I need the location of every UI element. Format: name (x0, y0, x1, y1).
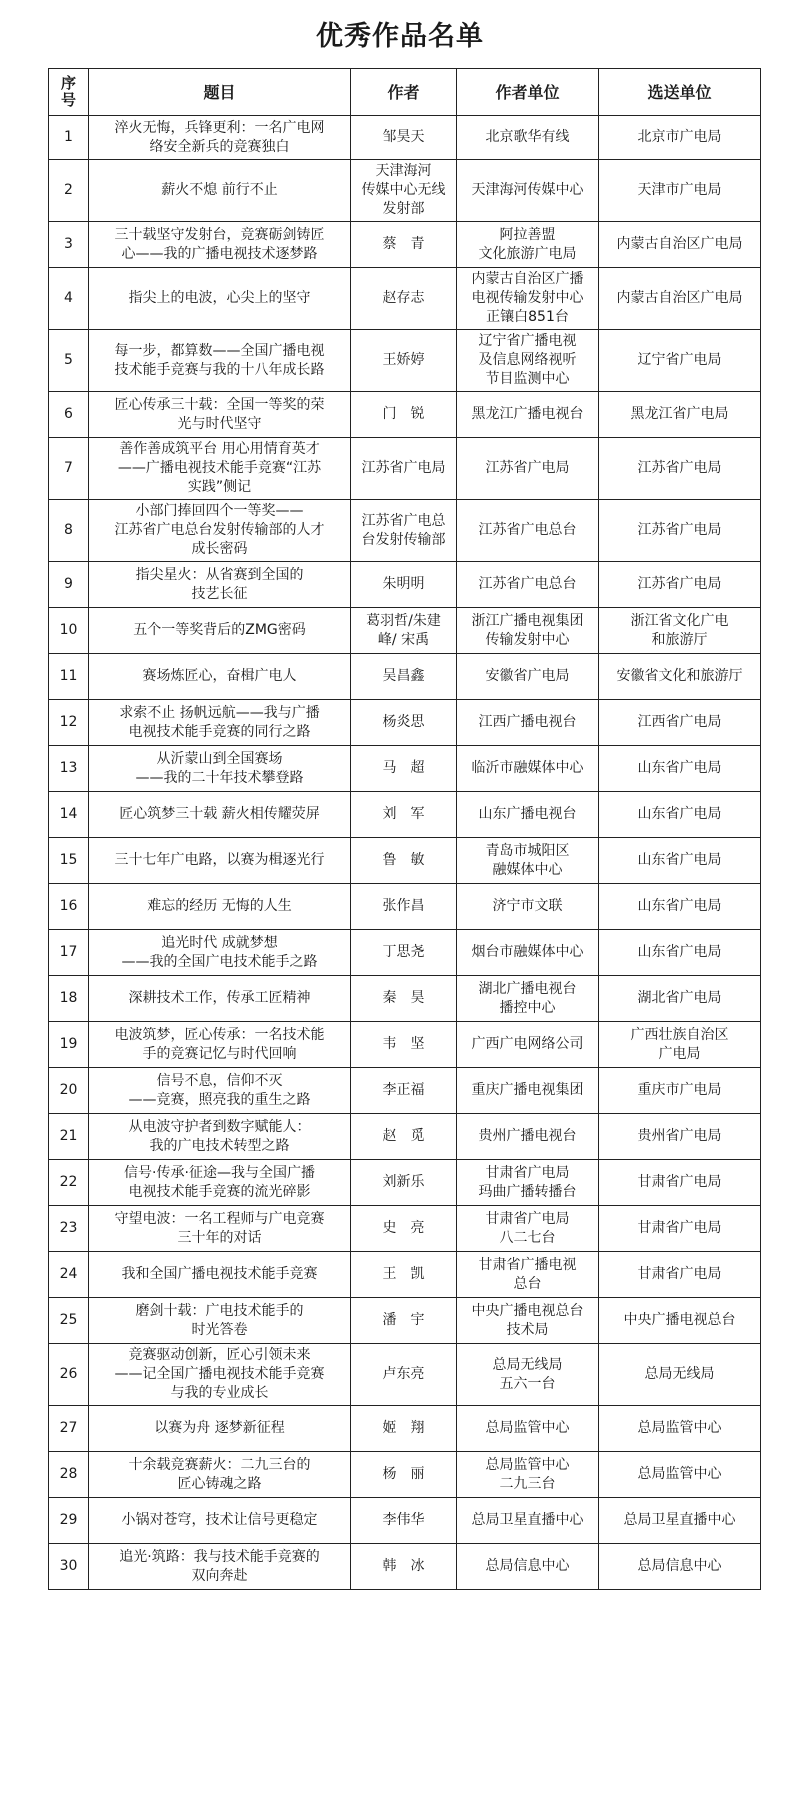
row-unit: 甘肃省广播电视 总台 (457, 1252, 599, 1298)
row-title: 小锅对苍穹，技术让信号更稳定 (89, 1498, 351, 1544)
row-unit: 烟台市融媒体中心 (457, 930, 599, 976)
row-sender: 山东省广电局 (599, 930, 761, 976)
row-title: 三十载坚守发射台，竞赛砺剑铸匠 心——我的广播电视技术逐梦路 (89, 222, 351, 268)
row-title: 善作善成筑平台 用心用情育英才 ——广播电视技术能手竞赛“江苏 实践”侧记 (89, 438, 351, 500)
row-author: 李伟华 (351, 1498, 457, 1544)
table-row (49, 160, 761, 222)
row-author: 朱明明 (351, 562, 457, 608)
row-title: 淬火无悔，兵锋更利：一名广电网 络安全新兵的竞赛独白 (89, 116, 351, 160)
row-unit: 江西广播电视台 (457, 700, 599, 746)
row-author: 刘新乐 (351, 1160, 457, 1206)
row-number: 14 (49, 792, 89, 838)
row-number: 9 (49, 562, 89, 608)
table-row (49, 1544, 761, 1590)
row-sender: 天津市广电局 (599, 160, 761, 222)
header-seq: 序 号 (49, 69, 89, 116)
row-title: 十余载竞赛薪火：二九三台的 匠心铸魂之路 (89, 1452, 351, 1498)
row-title: 匠心传承三十载：全国一等奖的荣 光与时代坚守 (89, 392, 351, 438)
row-author: 马 超 (351, 746, 457, 792)
table-row (49, 608, 761, 654)
row-number: 19 (49, 1022, 89, 1068)
row-author: 吴昌鑫 (351, 654, 457, 700)
row-unit: 中央广播电视总台 技术局 (457, 1298, 599, 1344)
row-author: 丁思尧 (351, 930, 457, 976)
row-title: 竞赛驱动创新，匠心引领未来 ——记全国广播电视技术能手竞赛 与我的专业成长 (89, 1344, 351, 1406)
row-number: 17 (49, 930, 89, 976)
row-number: 25 (49, 1298, 89, 1344)
row-unit: 北京歌华有线 (457, 116, 599, 160)
row-number: 3 (49, 222, 89, 268)
row-unit: 临沂市融媒体中心 (457, 746, 599, 792)
row-sender: 浙江省文化广电 和旅游厅 (599, 608, 761, 654)
row-unit: 辽宁省广播电视 及信息网络视听 节目监测中心 (457, 330, 599, 392)
table-row (49, 1114, 761, 1160)
works-table (48, 68, 761, 1590)
row-number: 1 (49, 116, 89, 160)
row-unit: 济宁市文联 (457, 884, 599, 930)
table-row (49, 330, 761, 392)
row-sender: 山东省广电局 (599, 838, 761, 884)
row-author: 杨 丽 (351, 1452, 457, 1498)
table-row (49, 1298, 761, 1344)
table-row (49, 222, 761, 268)
row-unit: 天津海河传媒中心 (457, 160, 599, 222)
row-number: 24 (49, 1252, 89, 1298)
row-title: 求索不止 扬帆远航——我与广播 电视技术能手竞赛的同行之路 (89, 700, 351, 746)
row-unit: 贵州广播电视台 (457, 1114, 599, 1160)
row-sender: 北京市广电局 (599, 116, 761, 160)
row-title: 从电波守护者到数字赋能人： 我的广电技术转型之路 (89, 1114, 351, 1160)
row-unit: 重庆广播电视集团 (457, 1068, 599, 1114)
row-sender: 辽宁省广电局 (599, 330, 761, 392)
row-author: 天津海河 传媒中心无线 发射部 (351, 160, 457, 222)
row-title: 追光·筑路：我与技术能手竞赛的 双向奔赴 (89, 1544, 351, 1590)
table-row (49, 116, 761, 160)
row-title: 磨剑十载：广电技术能手的 时光答卷 (89, 1298, 351, 1344)
row-unit: 总局监管中心 二九三台 (457, 1452, 599, 1498)
row-number: 21 (49, 1114, 89, 1160)
row-unit: 甘肃省广电局 玛曲广播转播台 (457, 1160, 599, 1206)
row-title: 以赛为舟 逐梦新征程 (89, 1406, 351, 1452)
header-topic: 题目 (89, 69, 351, 116)
row-sender: 黑龙江省广电局 (599, 392, 761, 438)
row-title: 追光时代 成就梦想 ——我的全国广电技术能手之路 (89, 930, 351, 976)
table-row (49, 1068, 761, 1114)
row-title: 小部门捧回四个一等奖—— 江苏省广电总台发射传输部的人才 成长密码 (89, 500, 351, 562)
row-unit: 黑龙江广播电视台 (457, 392, 599, 438)
row-author: 江苏省广电总 台发射传输部 (351, 500, 457, 562)
row-author: 赵 觅 (351, 1114, 457, 1160)
row-unit: 总局卫星直播中心 (457, 1498, 599, 1544)
row-number: 15 (49, 838, 89, 884)
row-sender: 山东省广电局 (599, 746, 761, 792)
row-author: 杨炎思 (351, 700, 457, 746)
row-number: 20 (49, 1068, 89, 1114)
table-row (49, 884, 761, 930)
table-row (49, 438, 761, 500)
row-unit: 山东广播电视台 (457, 792, 599, 838)
row-number: 26 (49, 1344, 89, 1406)
row-title: 深耕技术工作，传承工匠精神 (89, 976, 351, 1022)
row-unit: 总局信息中心 (457, 1544, 599, 1590)
table-row (49, 700, 761, 746)
row-sender: 山东省广电局 (599, 792, 761, 838)
row-unit: 甘肃省广电局 八二七台 (457, 1206, 599, 1252)
row-author: 刘 军 (351, 792, 457, 838)
row-number: 13 (49, 746, 89, 792)
row-sender: 内蒙古自治区广电局 (599, 268, 761, 330)
row-number: 18 (49, 976, 89, 1022)
row-author: 张作昌 (351, 884, 457, 930)
row-unit: 总局监管中心 (457, 1406, 599, 1452)
row-title: 指尖星火：从省赛到全国的 技艺长征 (89, 562, 351, 608)
table-row (49, 1498, 761, 1544)
table-row (49, 1344, 761, 1406)
row-sender: 江苏省广电局 (599, 562, 761, 608)
row-sender: 甘肃省广电局 (599, 1206, 761, 1252)
row-title: 指尖上的电波，心尖上的坚守 (89, 268, 351, 330)
row-unit: 浙江广播电视集团 传输发射中心 (457, 608, 599, 654)
row-author: 史 亮 (351, 1206, 457, 1252)
row-unit: 湖北广播电视台 播控中心 (457, 976, 599, 1022)
row-number: 7 (49, 438, 89, 500)
row-sender: 总局无线局 (599, 1344, 761, 1406)
row-number: 11 (49, 654, 89, 700)
row-number: 8 (49, 500, 89, 562)
row-sender: 山东省广电局 (599, 884, 761, 930)
row-number: 28 (49, 1452, 89, 1498)
row-sender: 安徽省文化和旅游厅 (599, 654, 761, 700)
row-unit: 江苏省广电总台 (457, 500, 599, 562)
row-title: 三十七年广电路，以赛为楫逐光行 (89, 838, 351, 884)
row-title: 守望电波：一名工程师与广电竞赛 三十年的对话 (89, 1206, 351, 1252)
header-sender: 选送单位 (599, 69, 761, 116)
row-author: 秦 昊 (351, 976, 457, 1022)
table-row (49, 792, 761, 838)
row-author: 韩 冰 (351, 1544, 457, 1590)
table-row (49, 1160, 761, 1206)
row-number: 29 (49, 1498, 89, 1544)
row-number: 30 (49, 1544, 89, 1590)
row-unit: 总局无线局 五六一台 (457, 1344, 599, 1406)
row-number: 22 (49, 1160, 89, 1206)
row-unit: 阿拉善盟 文化旅游广电局 (457, 222, 599, 268)
row-unit: 安徽省广电局 (457, 654, 599, 700)
row-sender: 总局信息中心 (599, 1544, 761, 1590)
row-sender: 江苏省广电局 (599, 500, 761, 562)
row-title: 匠心筑梦三十载 薪火相传耀荧屏 (89, 792, 351, 838)
row-sender: 广西壮族自治区 广电局 (599, 1022, 761, 1068)
row-sender: 重庆市广电局 (599, 1068, 761, 1114)
row-number: 6 (49, 392, 89, 438)
page-title: 优秀作品名单 (316, 21, 484, 52)
row-unit: 广西广电网络公司 (457, 1022, 599, 1068)
table-body (49, 116, 761, 1590)
row-author: 江苏省广电局 (351, 438, 457, 500)
table-row (49, 392, 761, 438)
row-author: 王娇婷 (351, 330, 457, 392)
header-unit: 作者单位 (457, 69, 599, 116)
row-title: 难忘的经历 无悔的人生 (89, 884, 351, 930)
row-sender: 内蒙古自治区广电局 (599, 222, 761, 268)
table-row (49, 976, 761, 1022)
row-author: 门 锐 (351, 392, 457, 438)
row-author: 李正福 (351, 1068, 457, 1114)
row-author: 潘 宇 (351, 1298, 457, 1344)
row-number: 12 (49, 700, 89, 746)
table-row (49, 654, 761, 700)
row-number: 16 (49, 884, 89, 930)
table-row (49, 562, 761, 608)
table-row (49, 268, 761, 330)
row-author: 蔡 青 (351, 222, 457, 268)
table-row (49, 1452, 761, 1498)
table-row (49, 838, 761, 884)
row-sender: 贵州省广电局 (599, 1114, 761, 1160)
table-row (49, 746, 761, 792)
row-author: 邹昊天 (351, 116, 457, 160)
row-sender: 江西省广电局 (599, 700, 761, 746)
row-author: 王 凯 (351, 1252, 457, 1298)
row-title: 从沂蒙山到全国赛场 ——我的二十年技术攀登路 (89, 746, 351, 792)
row-number: 2 (49, 160, 89, 222)
row-title: 每一步，都算数——全国广播电视 技术能手竞赛与我的十八年成长路 (89, 330, 351, 392)
row-title: 薪火不熄 前行不止 (89, 160, 351, 222)
row-number: 27 (49, 1406, 89, 1452)
row-unit: 江苏省广电局 (457, 438, 599, 500)
row-sender: 江苏省广电局 (599, 438, 761, 500)
table-row (49, 500, 761, 562)
row-sender: 湖北省广电局 (599, 976, 761, 1022)
row-number: 4 (49, 268, 89, 330)
row-title: 五个一等奖背后的ZMG密码 (89, 608, 351, 654)
row-author: 葛羽哲/朱建 峰/ 宋禹 (351, 608, 457, 654)
row-sender: 甘肃省广电局 (599, 1252, 761, 1298)
row-title: 信号不息，信仰不灭 ——竞赛，照亮我的重生之路 (89, 1068, 351, 1114)
row-sender: 总局监管中心 (599, 1452, 761, 1498)
table-row (49, 1406, 761, 1452)
row-title: 信号·传承·征途—我与全国广播 电视技术能手竞赛的流光碎影 (89, 1160, 351, 1206)
row-author: 鲁 敏 (351, 838, 457, 884)
header-author: 作者 (351, 69, 457, 116)
row-title: 赛场炼匠心，奋楫广电人 (89, 654, 351, 700)
table-row (49, 1206, 761, 1252)
row-author: 赵存志 (351, 268, 457, 330)
row-author: 卢东亮 (351, 1344, 457, 1406)
row-unit: 江苏省广电总台 (457, 562, 599, 608)
row-sender: 总局卫星直播中心 (599, 1498, 761, 1544)
row-sender: 中央广播电视总台 (599, 1298, 761, 1344)
row-number: 10 (49, 608, 89, 654)
table-row (49, 1252, 761, 1298)
row-sender: 甘肃省广电局 (599, 1160, 761, 1206)
row-unit: 青岛市城阳区 融媒体中心 (457, 838, 599, 884)
row-number: 5 (49, 330, 89, 392)
table-row (49, 930, 761, 976)
row-number: 23 (49, 1206, 89, 1252)
row-title: 我和全国广播电视技术能手竞赛 (89, 1252, 351, 1298)
row-unit: 内蒙古自治区广播 电视传输发射中心 正镶白851台 (457, 268, 599, 330)
row-author: 韦 坚 (351, 1022, 457, 1068)
row-sender: 总局监管中心 (599, 1406, 761, 1452)
row-author: 姬 翔 (351, 1406, 457, 1452)
table-header-row (49, 69, 761, 116)
table-row (49, 1022, 761, 1068)
row-title: 电波筑梦，匠心传承：一名技术能 手的竞赛记忆与时代回响 (89, 1022, 351, 1068)
